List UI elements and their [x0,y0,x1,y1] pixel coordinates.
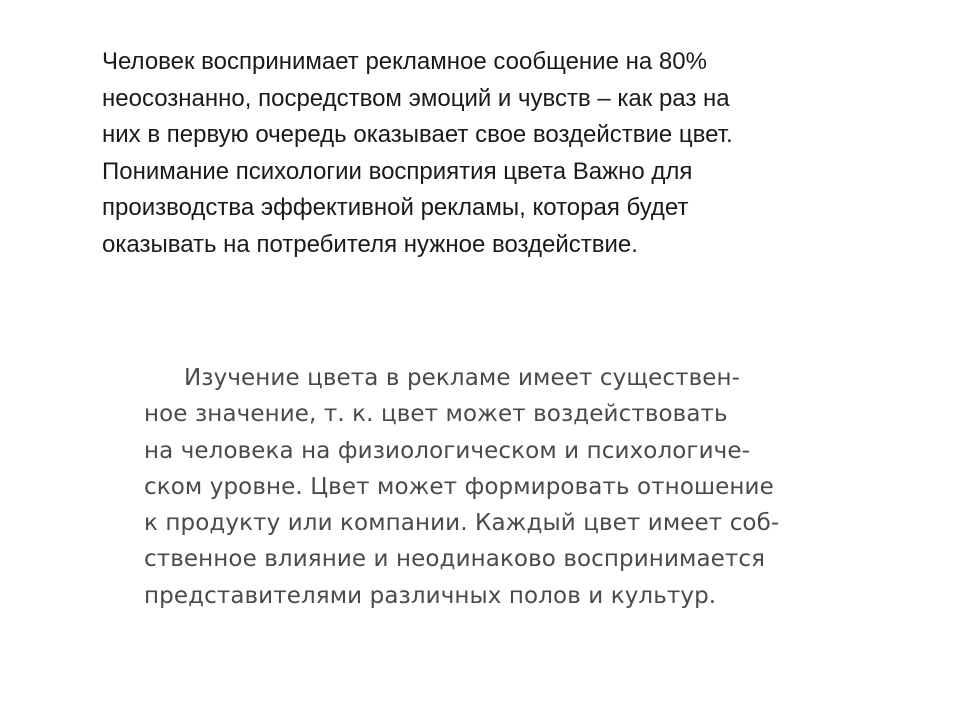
excerpt-line: на человека на физиологическом и психологиче- [144,437,750,464]
main-paragraph-line: неосознанно, посредством эмоций и чувств – как раз на [102,84,730,112]
excerpt-line: представителями различных полов и культур. [144,582,717,609]
excerpt-line: Изучение цвета в рекламе имеет существен- [184,365,741,391]
main-paragraph-line: оказывать на потребителя нужное воздействие. [102,230,638,258]
main-paragraph [102,44,902,263]
scanned-text-excerpt [144,360,824,614]
excerpt-line: ное значение, т. к. цвет может воздействовать [144,401,728,428]
main-paragraph-line: Понимание психологии восприятия цвета Важно для [102,157,693,185]
main-paragraph-line: производства эффективной рекламы, которая будет [102,194,689,221]
excerpt-line: к продукту или компании. Каждый цвет имеет соб- [144,510,780,537]
excerpt-line: ственное влияние и неодинаково воспринимается [144,546,766,573]
main-paragraph-line: Человек воспринимает рекламное сообщение на 80% [102,48,707,75]
excerpt-line: ском уровне. Цвет может формировать отношение [144,473,774,500]
main-paragraph-line: них в первую очередь оказывает свое воздействие цвет. [102,121,733,148]
